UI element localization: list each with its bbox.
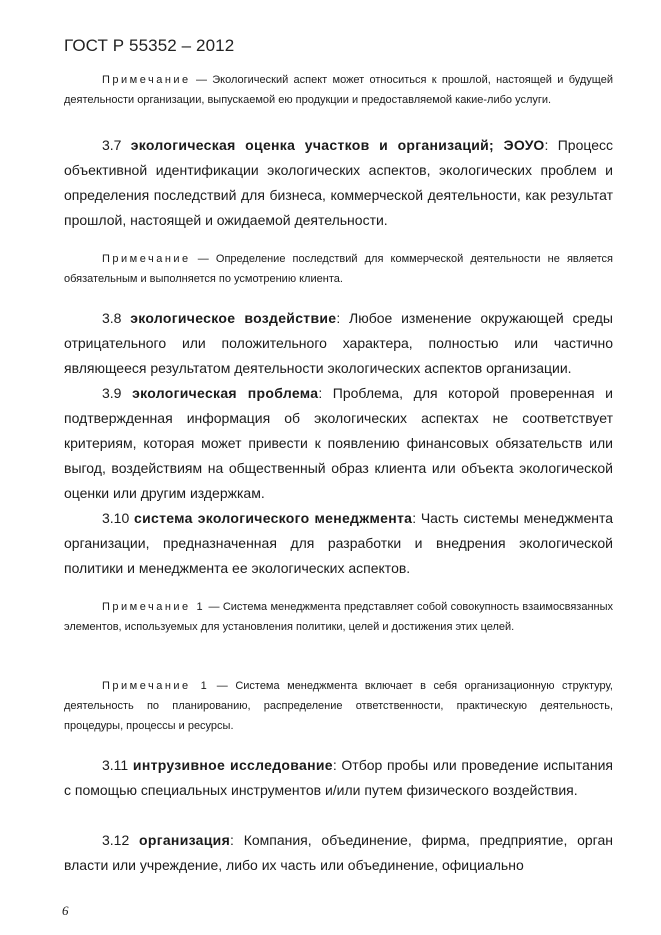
clause-number: 3.10 [102, 510, 134, 526]
note-system-definition [64, 597, 613, 637]
document-header: ГОСТ Р 55352 – 2012 [64, 36, 235, 55]
note-text: — Экологический аспект может относиться к прошлой, настоящей и будущей деятельности организации, выпускаемой ею продукции и предоставляемой какие-либо услуги. [64, 74, 613, 106]
note-label: Примечание 1 [102, 680, 210, 692]
clause-text: : Процесс объективной идентификации экологических аспектов, экологических проблем и определения последствий для бизнеса, коммерческой деятельности, как результат прошлой, настоящей и ожидаемой деятельности. [64, 137, 614, 228]
clause-number: 3.12 [102, 832, 140, 848]
clause-3-8 [64, 306, 613, 381]
note-text: — Система менеджмента представляет собой совокупность взаимосвязанных элементов, используемых для установления политики, целей и достижения этих целей. [64, 601, 614, 633]
clause-number: 3.9 [102, 385, 133, 401]
clause-3-12 [64, 828, 613, 878]
page-number: 6 [62, 903, 69, 918]
clause-term: интрузивное исследование [132, 757, 333, 773]
clause-number: 3.8 [102, 310, 131, 326]
clause-text: : Компания, объединение, фирма, предприятие, орган власти или учреждение, либо их часть или объединение, официально [64, 832, 613, 873]
clause-text: : Любое изменение окружающей среды отрицательного или положительного характера, полностью или частично являющееся результатом деятельности экологических аспектов организации. [64, 310, 613, 376]
clause-text: : Часть системы менеджмента организации, предназначенная для разработки и внедрения экологической политики и менеджмента ее экологических аспектов. [64, 510, 613, 576]
note-label: Примечание 1 [102, 601, 206, 613]
clause-3-11 [64, 753, 613, 803]
clause-term: организация [139, 832, 231, 848]
note-aspect-time [64, 70, 613, 110]
note-system-structure [64, 676, 613, 736]
clause-number: 3.11 [102, 757, 133, 773]
note-text: — Система менеджмента включает в себя организационную структуру, деятельность по планированию, распределение ответственности, практическую деятельность, процедуры, процессы и ресурсы. [64, 680, 613, 732]
note-text: — Определение последствий для коммерческой деятельности не является обязательным и выполняется по усмотрению клиента. [64, 253, 613, 285]
clause-term: экологическая проблема [132, 385, 319, 401]
clause-3-7 [64, 133, 613, 233]
clause-text: : Отбор пробы или проведение испытания с помощью специальных инструментов и/или путем физического воздействия. [64, 757, 613, 798]
clause-3-9 [64, 381, 613, 506]
clause-term: экологическое воздействие [130, 310, 337, 326]
note-label: Примечание [102, 253, 191, 265]
clause-term: система экологического менеджмента [133, 510, 413, 526]
clause-term: экологическая оценка участков и организаций; ЭОУО [130, 137, 545, 153]
clause-3-10 [64, 506, 613, 581]
clause-text: : Проблема, для которой проверенная и подтвержденная информация об экологических аспектах не соответствует критериям, которая может привести к появлению финансовых обязательств или выгод, воздействиям на общественный образ клиента или объекта экологической оценки или другим издержкам. [64, 385, 613, 501]
note-label: Примечание [102, 74, 191, 86]
note-business-consequences [64, 249, 613, 289]
clause-number: 3.7 [102, 137, 131, 153]
